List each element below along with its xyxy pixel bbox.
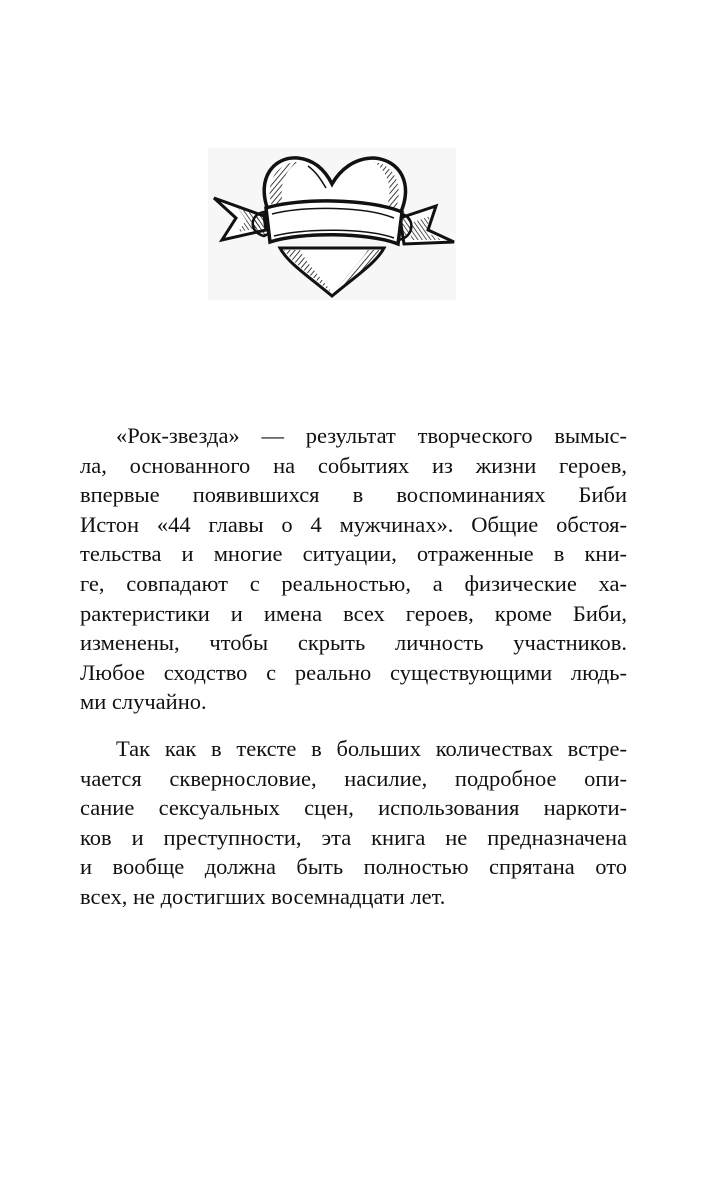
text-line: рактеристики и имена всех героев, кроме Биби, [80, 600, 627, 626]
text-line: чается сквернословие, насилие, подробное опи- [80, 765, 627, 791]
text-line: тельства и многие ситуации, отраженные в кни- [80, 541, 627, 567]
text-line: изменены, чтобы скрыть личность участников. [80, 630, 627, 656]
text-line: впервые появившихся в воспоминаниях Биби [80, 482, 627, 508]
text-line: «Рок-звезда» — результат творческого вымыс- [116, 423, 627, 448]
text-line: Так как в тексте в больших количествах встре- [116, 736, 627, 761]
text-line: всех, не достигших восемнадцати лет. [80, 883, 446, 909]
text-line: Любое сходство с реально существующими людь- [80, 659, 627, 685]
text-line: сание сексуальных сцен, использования наркоти- [80, 795, 627, 821]
text-line: ми случайно. [80, 689, 207, 715]
paragraph-1 [80, 421, 627, 717]
text-line: ков и преступности, эта книга не предназначена [80, 824, 627, 850]
heart-banner-emblem [208, 148, 456, 300]
text-line: и вообще должна быть полностью спрятана ото [80, 854, 627, 880]
heart-with-banner-icon [208, 148, 456, 300]
paragraph-2 [80, 734, 627, 912]
text-line: Истон «44 главы о 4 мужчинах». Общие обстоя- [80, 511, 627, 537]
text-line: ла, основанного на событиях из жизни героев, [80, 452, 627, 478]
text-line: ге, совпадают с реальностью, а физические ха- [80, 570, 627, 596]
